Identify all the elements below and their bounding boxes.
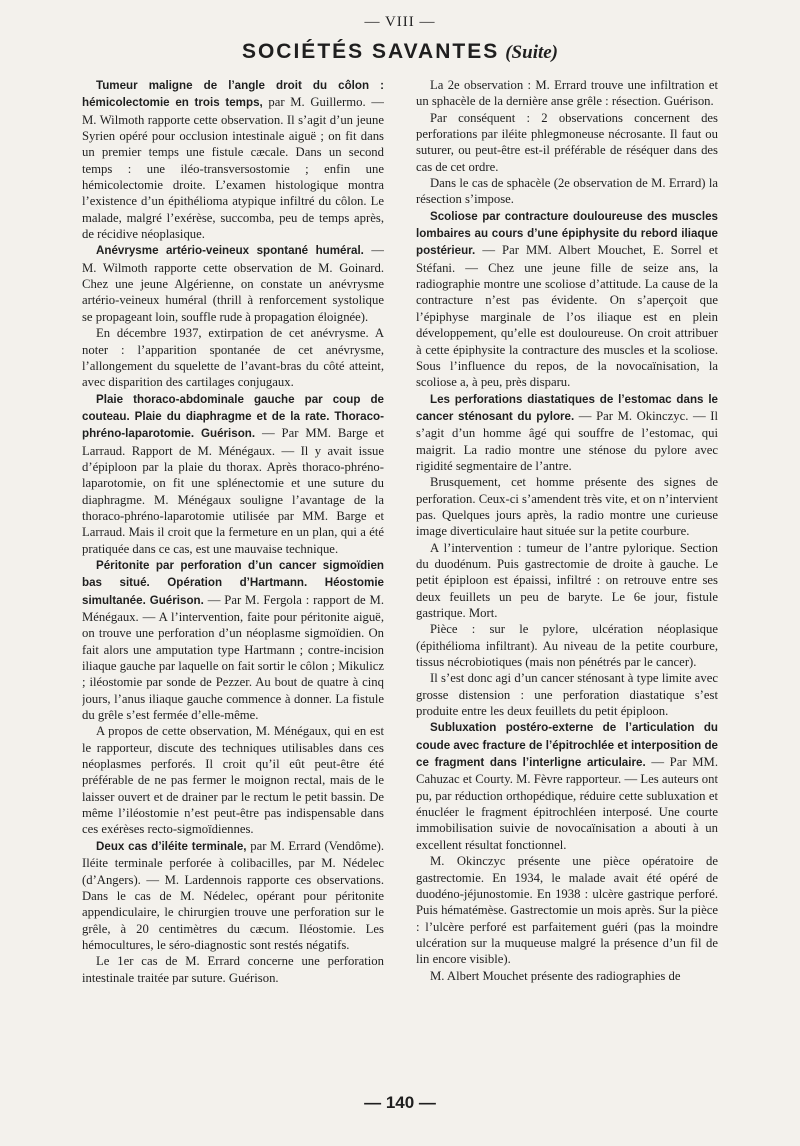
paragraph: [82, 242, 384, 325]
page-number: — 140 —: [364, 1093, 436, 1112]
paragraph-heading: Scoliose par contracture douloureuse des muscles lombaires au cours d’une épiphysite du rebord iliaque postérieur.: [416, 209, 718, 258]
paragraph: [82, 953, 384, 986]
paragraph: [416, 621, 718, 670]
paragraph: [82, 557, 384, 723]
paragraph-text: — Par M. Okinczyc. — Il s’agit d’un homme âgé qui souffre de l’estomac, qui maigrit. La radio montre une sténose du pylore avec rigidité segmentaire de l’antre.: [416, 408, 718, 473]
paragraph: [82, 325, 384, 390]
paragraph-text: Pièce : sur le pylore, ulcération néoplasique (épithélioma infiltrant). Au niveau de la petite courbure, tissus nécrobiotiques (mais non pénétrés par le cancer).: [416, 622, 718, 670]
paragraph: [82, 77, 384, 242]
paragraph-text: La 2e observation : M. Errard trouve une infiltration et un sphacèle de la dernière anse grêle : résection. Guérison.: [416, 78, 718, 109]
paragraph-heading: Plaie thoraco-abdominale gauche par coup de couteau. Plaie du diaphragme et de la rate. Thoraco-phréno-laparotomie. Guérison.: [82, 392, 384, 441]
paragraph: [416, 77, 718, 110]
paragraph-heading: Les perforations diastatiques de l’estomac dans le cancer sténosant du pylore.: [416, 392, 718, 423]
paragraph: [416, 968, 718, 984]
paragraph: [416, 208, 718, 391]
right-column: [416, 77, 718, 1077]
paragraph-text: M. Albert Mouchet présente des radiographies de: [430, 968, 681, 983]
paragraph-text: — Par MM. Cahuzac et Courty. M. Fèvre rapporteur. — Les auteurs ont pu, par réduction orthopédique, réduire cette subluxation et énucléer le fragment épitrochléen interposé. Une courte immobilisation suivie de novocaïnisation a abouti à un excellent résultat fonctionnel.: [416, 755, 718, 852]
page-title: [0, 40, 800, 64]
paragraph: [416, 175, 718, 208]
paragraph-heading: Subluxation postéro-externe de l’articulation du coude avec fracture de l’épitrochlée et interposition de ce fragment dans l’interligne articulaire.: [416, 721, 718, 770]
paragraph-text: M. Okinczyc présente une pièce opératoire de gastrectomie. En 1934, le malade avait été opéré de duodéno-jéjunostomie. En 1938 : ulcère gastrique perforé. Puis hématémèse. Gastrectomie un mois après. Sur la pièce : l’ulcère perforé est parfaitement guéri (pas la moindre ulcération sur la muqueuse malgré la présence d’un fil de lin encore visible).: [416, 854, 718, 967]
left-column: [82, 77, 384, 1077]
paragraph: [82, 391, 384, 557]
paragraph-heading: Anévrysme artério-veineux spontané huméral.: [96, 244, 364, 258]
paragraph: [82, 723, 384, 837]
paragraph-text: Brusquement, cet homme présente des signes de perforation. Ceux-ci s’amendent très vite, et on n’intervient pas. Quelques jours après, la radio montre une curieuse image diverticulaire haut située sur la petite courbure.: [416, 475, 718, 539]
section-title-suffix: (Suite): [505, 42, 559, 63]
paragraph-heading: Péritonite par perforation d’un cancer sigmoïdien bas situé. Opération d’Hartmann. Héostomie simultanée. Guérison.: [82, 558, 384, 607]
paragraph: [416, 474, 718, 539]
paragraph-text: — Par M. Fergola : rapport de M. Ménégaux. — A l’intervention, faite pour péritonite aiguë, on trouve une perforation d’un néoplasme sigmoïdien. On fait alors une amputation type Hartmann ; contre-incision iliaque gauche par laquelle on fait sortir le côlon ; Mikulicz ; iléostomie par sonde de Pezzer. Au bout de quatre à cinq jours, l’anus iliaque gauche commence à donner. La fistule du grêle s’est fermée d’elle-même.: [82, 592, 384, 723]
paragraph-text: Il s’est donc agi d’un cancer sténosant à type limite avec grosse distension : une perforation diastatique s’est produite entre les deux feuillets du petit épiploon.: [416, 671, 718, 719]
paragraph: [416, 719, 718, 853]
paragraph-text: Le 1er cas de M. Errard concerne une perforation intestinale traitée par suture. Guérison.: [82, 954, 384, 985]
paragraph: [416, 670, 718, 719]
paragraph: [416, 391, 718, 475]
paragraph-text: Dans le cas de sphacèle (2e observation de M. Errard) la résection s’impose.: [416, 176, 718, 207]
paragraph-text: par M. Errard (Vendôme). Iléite terminale perforée à colibacilles, par M. Nédelec (d’Angers). — M. Lardennois rapporte ces observations. Dans le cas de M. Nédelec, opérant pour péritonite appendiculaire, le chirurgien trouve une perforation sur le grêle, à 20 centimètres du cæcum. Iléostomie. Les hémocultures, le séro-diagnostic sont restés négatifs.: [82, 838, 384, 952]
paragraph: [82, 838, 384, 953]
paragraph-heading: Tumeur maligne de l’angle droit du côlon : hémicolectomie en trois temps,: [82, 79, 384, 110]
paragraph-text: A propos de cette observation, M. Ménégaux, qui en est le rapporteur, discute des techniques utilisables dans ces néoplasmes perforés. Il croit qu’il eût peut-être été préférable de ne pas fermer le moignon rectal, mais de le laisser ouvert et de drainer par le rectum le petit bassin. De même l’iléostomie n’est peut-être pas indispensable dans ces exérèses recto-sigmoïdiennes.: [82, 724, 384, 837]
paragraph: [416, 540, 718, 622]
paragraph-heading: Deux cas d’iléite terminale,: [96, 839, 247, 853]
paragraph-text: A l’intervention : tumeur de l’antre pylorique. Section du duodénum. Puis gastrectomie de droite à gauche. Le petit épiploon est épaissi, infiltré : on retrouve entre ses deux feuillets un peu de baryte. Le 6e jour, fistule gastrique. Mort.: [416, 540, 718, 620]
paragraph: [416, 853, 718, 967]
paragraph-text: — Par MM. Albert Mouchet, E. Sorrel et Stéfani. — Chez une jeune fille de seize ans, la radiographie montre une scoliose d’attitude. La cause de la contracture n’est pas évidente. On s’aperçoit que l’épiphyse marginale de l’os iliaque est en plein développement, qu’elle est douloureuse. On croit attribuer à cette épiphysite la contracture des muscles et la scoliose. Sous l’influence du repos, de la novocaïnisation, la scoliose a, à peu, près disparu.: [416, 243, 718, 390]
paragraph: [416, 110, 718, 175]
roman-page-number: — VIII —: [364, 14, 436, 30]
paragraph-text: Par conséquent : 2 observations concernent des perforations par iléite phlegmoneuse nécrosante. Il faut ou suturer, ou peut-être est-il préférable de réséquer dans des cas de cet ordre.: [416, 110, 718, 174]
paragraph-text: — M. Wilmoth rapporte cette observation de M. Goinard. Chez une jeune Algérienne, on constate un anévrysme artério-veineux huméral (thrill à renforcement systolique se propageant loin, souffle rude à propagation éloignée).: [82, 243, 384, 324]
paragraph-text: En décembre 1937, extirpation de cet anévrysme. A noter : l’apparition spontanée de cet anévrysme, l’allongement du squelette de l’avant-bras du côté atteint, avec disparition des cartilages conjugaux.: [82, 326, 384, 390]
paragraph-text: par M. Guillermo. — M. Wilmoth rapporte cette observation. Il s’agit d’un jeune Syrien opéré pour occlusion intestinale aiguë ; on fit dans un premier temps une fistule cæcale. Dans un second temps : une iléo-transversostomie ; enfin une hémicolectomie droite. L’examen histologique montra l’existence d’un épithélioma atypique infiltré du côlon. Le malade, malgré l’exérèse, succomba, peu de temps après, de récidive néoplasique.: [82, 95, 384, 242]
section-title: SOCIÉTÉS SAVANTES: [241, 40, 500, 63]
paragraph-text: — Par MM. Barge et Larraud. Rapport de M. Ménégaux. — Il y avait issue d’épiploon par la plaie du thorax. Après thoraco-phréno-laparotomie, on fit une splénectomie et une suture du diaphragme. M. Ménégaux souligne l’avantage de la thoraco-phréno-laparotomie utilisée par MM. Barge et Larraud. Mais il croit que la fermeture en un plan, qui a été pratiquée dans ce cas, est une mauvaise technique.: [82, 426, 384, 556]
